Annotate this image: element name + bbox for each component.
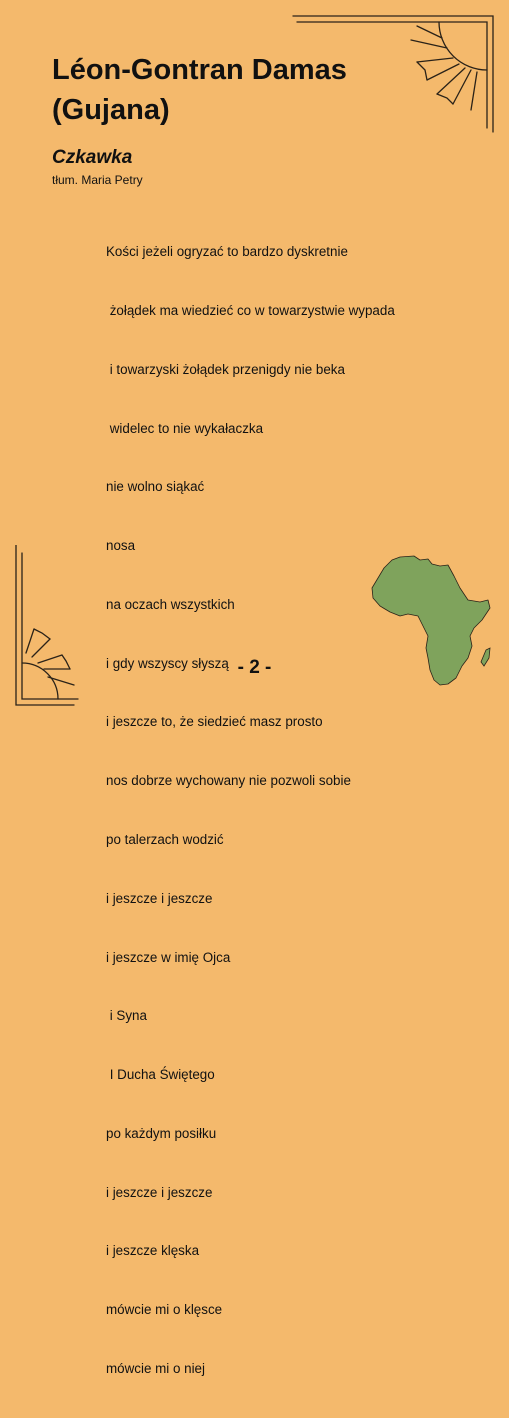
poem-line: nosa bbox=[106, 538, 136, 554]
page-number: - 2 - bbox=[237, 657, 272, 678]
poem-title: Czkawka bbox=[52, 147, 133, 168]
poem-line: i jeszcze i jeszcze bbox=[106, 890, 213, 906]
poem-line: i towarzyski żołądek przenigdy nie beka bbox=[106, 361, 345, 377]
poem-line: na oczach wszystkich bbox=[106, 596, 235, 612]
poem-line: mówcie mi o niej bbox=[106, 1361, 205, 1377]
poem-line: i jeszcze klęska bbox=[106, 1243, 200, 1259]
poem-line: i jeszcze i jeszcze bbox=[106, 1184, 213, 1200]
poem-line: widelec to nie wykałaczka bbox=[106, 420, 264, 436]
translator-credit: tłum. Maria Petry bbox=[52, 173, 143, 187]
poem-line: po każdym posiłku bbox=[106, 1125, 217, 1141]
author-heading: Léon-Gontran Damas (Gujana) bbox=[52, 54, 347, 126]
poem-line: nos dobrze wychowany nie pozwoli sobie bbox=[106, 773, 351, 789]
poem-line: mówcie mi o klęsce bbox=[106, 1302, 223, 1318]
poem-line: i Syna bbox=[106, 1008, 147, 1024]
poem-line: po talerzach wodzić bbox=[106, 832, 224, 847]
poem-line: nie wolno siąkać bbox=[106, 479, 205, 495]
poem-line: żołądek ma wiedzieć co w towarzystwie wypada bbox=[106, 302, 395, 318]
poem-line: i gdy wszyscy słyszą bbox=[106, 655, 229, 671]
poem-body bbox=[106, 203, 395, 1418]
poem-line: i jeszcze to, że siedzieć masz prosto bbox=[106, 714, 323, 730]
poem-line: I Ducha Świętego bbox=[106, 1067, 215, 1083]
poem-line: Kości jeżeli ogryzać to bardzo dyskretnie bbox=[106, 244, 348, 260]
poem-line: i jeszcze w imię Ojca bbox=[106, 949, 231, 965]
sun-rays-icon bbox=[0, 545, 90, 720]
